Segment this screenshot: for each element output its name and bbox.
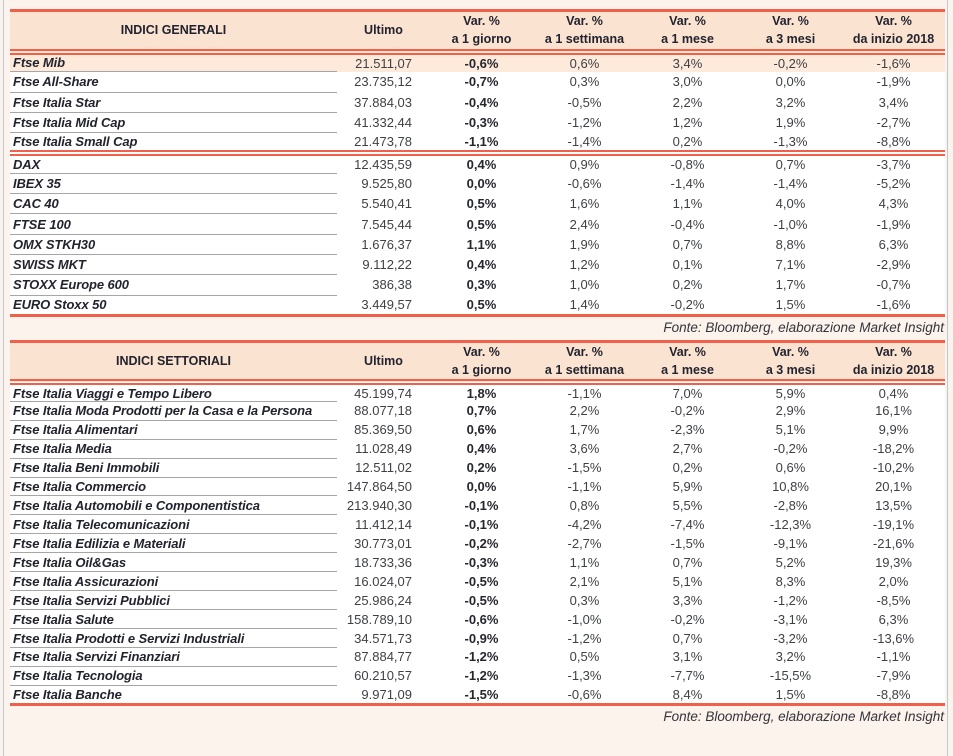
var-ytd-cell: -1,1%: [876, 649, 911, 665]
var-1d-cell: 0,0%: [466, 175, 497, 191]
table-row: [10, 647, 945, 666]
last-price-cell: 34.571,73: [354, 630, 412, 646]
var-1d-cell: -0,2%: [464, 535, 499, 551]
var-ytd-cell: -5,2%: [876, 175, 911, 191]
last-price-cell: 1.676,37: [361, 236, 412, 252]
var-1d-cell: -1,1%: [430, 133, 533, 153]
var-1d-cell: -1,2%: [464, 668, 499, 684]
var-1m-cell: 0,7%: [672, 630, 703, 646]
period-label-1d: a 1 giorno: [451, 32, 512, 47]
var-3m-cell: -1,2%: [773, 592, 808, 608]
var-1d-cell: 0,5%: [466, 216, 497, 232]
table-row: [10, 420, 945, 439]
period-label-1d: a 1 giorno: [451, 363, 512, 378]
var-1m-cell: 0,7%: [672, 236, 703, 252]
general-indices-header-row: [10, 11, 945, 52]
var-ytd-cell: -8,5%: [876, 592, 911, 608]
var-1m-cell: 2,7%: [672, 441, 703, 457]
var-ytd-cell: 16,1%: [875, 403, 912, 419]
var-ytd-cell: -18,2%: [872, 441, 915, 457]
var-1m-cell: -7,7%: [670, 668, 705, 684]
var-ytd-cell: 20,1%: [875, 479, 912, 495]
index-name-cell: FTSE 100: [10, 214, 337, 234]
index-name-cell: Ftse Italia Oil&Gas: [10, 553, 337, 572]
var-1w-cell: 1,4%: [569, 296, 600, 312]
index-name-cell: Ftse Italia Banche: [10, 685, 337, 704]
table-row: [10, 214, 945, 234]
col-header-ultimo: Ultimo: [337, 341, 430, 382]
table-row: [10, 92, 945, 112]
var-3m-cell: 3,2%: [775, 649, 806, 665]
table-row: [10, 496, 945, 515]
var-label: Var. %: [669, 345, 706, 360]
last-price-cell: 12.435,59: [354, 157, 412, 173]
var-ytd-cell: -2,7%: [876, 115, 911, 131]
var-1w-cell: 0,5%: [569, 649, 600, 665]
var-1w-cell: 0,8%: [569, 497, 600, 513]
var-ytd-cell: -13,6%: [872, 630, 915, 646]
var-1d-cell: 1,1%: [466, 236, 497, 252]
var-ytd-cell: 4,3%: [878, 196, 909, 212]
index-name-cell: Ftse Italia Commercio: [10, 477, 337, 496]
var-ytd-cell: -8,8%: [876, 686, 911, 702]
col-header-var-1d: [430, 341, 533, 382]
var-1m-cell: -0,2%: [670, 403, 705, 419]
var-1w-cell: 2,1%: [569, 573, 600, 589]
period-label-3m: a 3 mesi: [765, 363, 816, 378]
table-row: [10, 133, 945, 153]
var-1d-cell: -0,7%: [464, 74, 499, 90]
var-1m-cell: 1,1%: [672, 196, 703, 212]
period-label-3m: a 3 mesi: [765, 32, 816, 47]
table-row: [10, 72, 945, 92]
var-1d-cell: -0,1%: [464, 516, 499, 532]
var-ytd-cell: -1,6%: [876, 296, 911, 312]
last-price-cell: 21.473,78: [337, 133, 430, 153]
period-label-1w: a 1 settimana: [544, 363, 625, 378]
col-header-var-ytd: [842, 341, 945, 382]
var-label: Var. %: [566, 345, 603, 360]
var-3m-cell: -2,8%: [773, 497, 808, 513]
var-1w-cell: -1,3%: [567, 668, 602, 684]
col-header-ultimo: Ultimo: [337, 11, 430, 52]
var-1d-cell: -0,6%: [464, 611, 499, 627]
table-row: [10, 194, 945, 214]
var-1w-cell: 3,6%: [569, 441, 600, 457]
col-header-var-3m: [739, 11, 842, 52]
var-3m-cell: 3,2%: [775, 94, 806, 110]
var-ytd-cell: -2,9%: [876, 257, 911, 273]
var-1d-cell: -0,5%: [464, 592, 499, 608]
var-label: Var. %: [463, 14, 500, 29]
var-3m-cell: -15,5%: [769, 668, 812, 684]
general-table-title: INDICI GENERALI: [10, 11, 337, 52]
var-3m-cell: 4,0%: [775, 196, 806, 212]
var-ytd-cell: 3,4%: [878, 94, 909, 110]
var-1d-cell: 0,4%: [466, 157, 497, 173]
period-label-1m: a 1 mese: [661, 32, 714, 47]
index-name-cell: Ftse Italia Alimentari: [10, 420, 337, 439]
index-name-cell: EURO Stoxx 50: [10, 295, 337, 315]
var-1d-cell: -0,1%: [464, 497, 499, 513]
table-row: [10, 477, 945, 496]
table-row: [10, 173, 945, 193]
var-ytd-cell: 9,9%: [878, 422, 909, 438]
var-1w-cell: 1,0%: [569, 277, 600, 293]
var-1d-cell: 0,5%: [466, 196, 497, 212]
var-1w-cell: 1,2%: [569, 257, 600, 273]
table-row: [10, 610, 945, 629]
var-3m-cell: -1,3%: [739, 133, 842, 153]
index-name-cell: DAX: [10, 153, 337, 173]
col-header-var-3m: [739, 341, 842, 382]
var-label: Var. %: [875, 345, 912, 360]
var-ytd-cell: -10,2%: [872, 460, 915, 476]
var-3m-cell: -0,2%: [773, 441, 808, 457]
source-note: Fonte: Bloomberg, elaborazione Market Insight: [663, 319, 944, 335]
var-1m-cell: 8,4%: [672, 686, 703, 702]
last-price-cell: 213.940,30: [346, 497, 412, 513]
last-price-cell: 41.332,44: [354, 115, 412, 131]
table-row: [10, 254, 945, 274]
var-1m-cell: 0,1%: [672, 257, 703, 273]
var-1d-cell: -0,3%: [464, 115, 499, 131]
var-1m-cell: -0,2%: [670, 296, 705, 312]
last-price-cell: 11.028,49: [355, 441, 412, 457]
var-ytd-cell: 6,3%: [878, 611, 909, 627]
index-name-cell: SWISS MKT: [10, 254, 337, 274]
last-price-cell: 158.789,10: [346, 611, 412, 627]
last-price-cell: 16.024,07: [354, 573, 412, 589]
var-1d-cell: -0,3%: [464, 554, 499, 570]
var-1w-cell: 0,3%: [569, 592, 600, 608]
var-1m-cell: 2,2%: [672, 94, 703, 110]
var-3m-cell: -1,4%: [773, 175, 808, 191]
var-1m-cell: 7,0%: [672, 385, 703, 401]
var-1w-cell: -1,5%: [567, 460, 602, 476]
var-1d-cell: -0,6%: [464, 55, 499, 71]
table-row: [10, 458, 945, 477]
var-3m-cell: -0,2%: [773, 55, 808, 71]
last-price-cell: 37.884,03: [354, 94, 412, 110]
var-3m-cell: -3,2%: [773, 630, 808, 646]
table-row: [10, 275, 945, 295]
period-label-1m: a 1 mese: [661, 363, 714, 378]
var-1w-cell: -0,6%: [567, 175, 602, 191]
sector-indices-header-row: [10, 341, 945, 382]
var-ytd-cell: -21,6%: [872, 535, 915, 551]
var-1m-cell: 5,9%: [672, 479, 703, 495]
var-ytd-cell: -3,7%: [876, 157, 911, 173]
var-1m-cell: -1,5%: [670, 535, 705, 551]
period-label-ytd: da inizio 2018: [852, 32, 935, 47]
var-ytd-cell: -0,7%: [876, 277, 911, 293]
var-3m-cell: 1,5%: [775, 296, 806, 312]
table-row: [10, 572, 945, 591]
var-1d-cell: 0,2%: [466, 460, 497, 476]
var-1w-cell: 0,3%: [569, 74, 600, 90]
var-3m-cell: 5,9%: [775, 385, 806, 401]
var-ytd-cell: 13,5%: [875, 497, 912, 513]
var-1w-cell: 1,1%: [569, 554, 600, 570]
last-price-cell: 60.210,57: [354, 668, 412, 684]
var-1m-cell: 3,0%: [672, 74, 703, 90]
var-1d-cell: 0,7%: [466, 403, 497, 419]
table-row: [10, 591, 945, 610]
last-price-cell: 88.077,18: [354, 403, 412, 419]
last-price-cell: 45.199,74: [354, 385, 412, 401]
table-row: [10, 439, 945, 458]
var-1d-cell: 1,8%: [466, 385, 497, 401]
index-name-cell: CAC 40: [10, 194, 337, 214]
var-label: Var. %: [463, 345, 500, 360]
index-name-cell: Ftse Italia Moda Prodotti per la Casa e la Persona: [10, 401, 337, 420]
index-name-cell: Ftse Mib: [10, 52, 337, 72]
var-1d-cell: -0,9%: [464, 630, 499, 646]
index-name-cell: Ftse Italia Media: [10, 439, 337, 458]
var-ytd-cell: 19,3%: [875, 554, 912, 570]
last-price-cell: 25.986,24: [354, 592, 412, 608]
var-3m-cell: 2,9%: [775, 403, 806, 419]
var-1w-cell: -2,7%: [567, 535, 602, 551]
table-row: [10, 534, 945, 553]
var-1w-cell: 1,9%: [569, 236, 600, 252]
var-label: Var. %: [772, 14, 809, 29]
var-1d-cell: 0,0%: [466, 479, 497, 495]
report-frame: [3, 0, 948, 756]
table-row: [10, 382, 945, 401]
index-name-cell: Ftse Italia Star: [10, 92, 337, 112]
index-name-cell: Ftse Italia Telecomunicazioni: [10, 515, 337, 534]
source-note: Fonte: Bloomberg, elaborazione Market Insight: [663, 708, 944, 724]
var-ytd-cell: 0,4%: [878, 385, 909, 401]
var-label: Var. %: [875, 14, 912, 29]
var-1d-cell: 0,6%: [466, 422, 497, 438]
var-label: Var. %: [772, 345, 809, 360]
var-1w-cell: -0,5%: [567, 94, 602, 110]
var-1w-cell: -0,6%: [567, 686, 602, 702]
table-row: [10, 515, 945, 534]
index-name-cell: Ftse All-Share: [10, 72, 337, 92]
var-ytd-cell: -8,8%: [842, 133, 945, 153]
var-3m-cell: -12,3%: [769, 516, 812, 532]
sector-indices-table: [10, 340, 945, 706]
last-price-cell: 3.449,57: [361, 296, 412, 312]
var-3m-cell: 8,3%: [775, 573, 806, 589]
general-indices-table: [10, 9, 945, 317]
table-row: [10, 234, 945, 254]
var-1m-cell: -1,4%: [670, 175, 705, 191]
var-3m-cell: 0,7%: [775, 157, 806, 173]
index-name-cell: Ftse Italia Mid Cap: [10, 112, 337, 132]
var-1w-cell: 2,2%: [569, 403, 600, 419]
index-name-cell: OMX STKH30: [10, 234, 337, 254]
period-label-1w: a 1 settimana: [544, 32, 625, 47]
var-1d-cell: 0,4%: [466, 257, 497, 273]
last-price-cell: 147.864,50: [346, 479, 412, 495]
index-name-cell: IBEX 35: [10, 173, 337, 193]
table-row: [10, 401, 945, 420]
var-ytd-cell: -19,1%: [872, 516, 915, 532]
index-name-cell: Ftse Italia Prodotti e Servizi Industriali: [10, 629, 337, 648]
index-name-cell: Ftse Italia Viaggi e Tempo Libero: [10, 382, 337, 401]
var-1w-cell: -1,4%: [533, 133, 636, 153]
var-1m-cell: 0,2%: [672, 277, 703, 293]
index-name-cell: Ftse Italia Assicurazioni: [10, 572, 337, 591]
table-row: [10, 52, 945, 72]
last-price-cell: 7.545,44: [361, 216, 412, 232]
var-1m-cell: 3,4%: [672, 55, 703, 71]
var-label: Var. %: [566, 14, 603, 29]
var-ytd-cell: 2,0%: [878, 573, 909, 589]
table-row: [10, 685, 945, 704]
var-3m-cell: -9,1%: [773, 535, 808, 551]
var-label: Var. %: [669, 14, 706, 29]
var-3m-cell: -3,1%: [773, 611, 808, 627]
period-label-ytd: da inizio 2018: [852, 363, 935, 378]
var-1m-cell: 0,2%: [672, 460, 703, 476]
var-1m-cell: -0,2%: [670, 611, 705, 627]
last-price-cell: 9.971,09: [361, 686, 412, 702]
last-price-cell: 87.884,77: [354, 649, 412, 665]
var-1d-cell: 0,5%: [466, 296, 497, 312]
var-3m-cell: 5,2%: [775, 554, 806, 570]
var-ytd-cell: -1,9%: [876, 216, 911, 232]
var-3m-cell: 1,9%: [775, 115, 806, 131]
var-3m-cell: 1,7%: [775, 277, 806, 293]
var-1w-cell: 0,9%: [569, 157, 600, 173]
var-ytd-cell: -1,9%: [876, 74, 911, 90]
last-price-cell: 12.511,02: [355, 460, 412, 476]
last-price-cell: 23.735,12: [354, 74, 412, 90]
col-header-var-1w: [533, 341, 636, 382]
var-1m-cell: -2,3%: [670, 422, 705, 438]
var-3m-cell: 8,8%: [775, 236, 806, 252]
index-name-cell: Ftse Italia Tecnologia: [10, 666, 337, 685]
table-row: [10, 553, 945, 572]
var-1w-cell: -1,1%: [567, 385, 602, 401]
var-1w-cell: 1,7%: [569, 422, 600, 438]
var-1w-cell: 2,4%: [569, 216, 600, 232]
index-name-cell: Ftse Italia Salute: [10, 610, 337, 629]
var-3m-cell: 5,1%: [775, 422, 806, 438]
var-1d-cell: -1,2%: [464, 649, 499, 665]
index-name-cell: Ftse Italia Edilizia e Materiali: [10, 534, 337, 553]
last-price-cell: 386,38: [372, 277, 412, 293]
index-name-cell: Ftse Italia Servizi Pubblici: [10, 591, 337, 610]
index-name-cell: Ftse Italia Small Cap: [10, 133, 337, 153]
var-1w-cell: 1,6%: [569, 196, 600, 212]
last-price-cell: 21.511,07: [355, 55, 412, 71]
var-3m-cell: 1,5%: [775, 686, 806, 702]
table-row: [10, 666, 945, 685]
var-3m-cell: 0,6%: [775, 460, 806, 476]
var-3m-cell: 10,8%: [772, 479, 809, 495]
var-1d-cell: 0,3%: [466, 277, 497, 293]
var-1m-cell: 5,1%: [672, 573, 703, 589]
col-header-var-1w: [533, 11, 636, 52]
last-price-cell: 11.412,14: [355, 516, 412, 532]
var-3m-cell: -1,0%: [773, 216, 808, 232]
var-1w-cell: -1,2%: [567, 115, 602, 131]
var-1m-cell: 0,2%: [636, 133, 739, 153]
col-header-var-1d: [430, 11, 533, 52]
col-header-var-ytd: [842, 11, 945, 52]
var-3m-cell: 0,0%: [775, 74, 806, 90]
var-1m-cell: 5,5%: [672, 497, 703, 513]
var-1d-cell: 0,4%: [466, 441, 497, 457]
var-1w-cell: -4,2%: [567, 516, 602, 532]
var-1m-cell: 1,2%: [672, 115, 703, 131]
index-name-cell: Ftse Italia Beni Immobili: [10, 458, 337, 477]
var-1m-cell: -7,4%: [670, 516, 705, 532]
last-price-cell: 30.773,01: [354, 535, 412, 551]
var-ytd-cell: -1,6%: [876, 55, 911, 71]
var-1m-cell: 3,3%: [672, 592, 703, 608]
table-row: [10, 153, 945, 173]
last-price-cell: 5.540,41: [361, 196, 412, 212]
var-1d-cell: -1,5%: [464, 686, 499, 702]
last-price-cell: 9.525,80: [361, 175, 412, 191]
index-name-cell: Ftse Italia Servizi Finanziari: [10, 647, 337, 666]
last-price-cell: 18.733,36: [354, 554, 412, 570]
last-price-cell: 9.112,22: [362, 257, 412, 273]
var-1m-cell: 0,7%: [672, 554, 703, 570]
table-row: [10, 295, 945, 315]
col-header-var-1m: [636, 11, 739, 52]
index-name-cell: Ftse Italia Automobili e Componentistica: [10, 496, 337, 515]
var-1m-cell: 3,1%: [672, 649, 703, 665]
sector-table-title: INDICI SETTORIALI: [10, 341, 337, 382]
col-header-var-1m: [636, 341, 739, 382]
index-name-cell: STOXX Europe 600: [10, 275, 337, 295]
table-row: [10, 629, 945, 648]
var-1m-cell: -0,4%: [670, 216, 705, 232]
var-1d-cell: -0,5%: [464, 573, 499, 589]
var-3m-cell: 7,1%: [775, 257, 806, 273]
var-1w-cell: 0,6%: [569, 55, 600, 71]
var-1d-cell: -0,4%: [464, 94, 499, 110]
var-1w-cell: -1,0%: [567, 611, 602, 627]
var-ytd-cell: 6,3%: [878, 236, 909, 252]
table-row: [10, 112, 945, 132]
var-1w-cell: -1,1%: [567, 479, 602, 495]
var-1m-cell: -0,8%: [670, 157, 705, 173]
last-price-cell: 85.369,50: [354, 422, 412, 438]
var-1w-cell: -1,2%: [567, 630, 602, 646]
var-ytd-cell: -7,9%: [876, 668, 911, 684]
